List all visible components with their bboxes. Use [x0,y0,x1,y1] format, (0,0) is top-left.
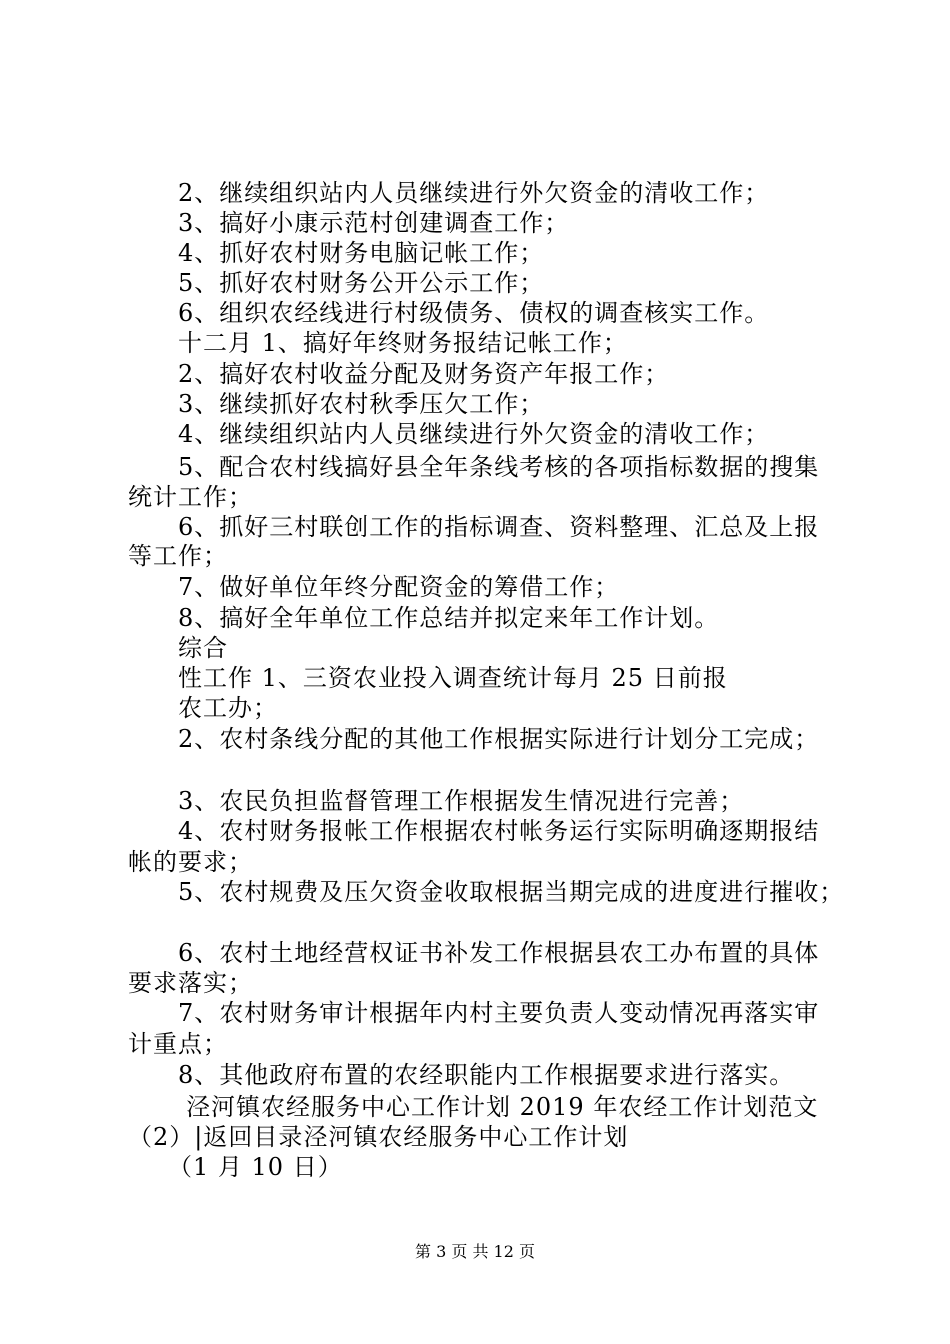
text-line: 5、配合农村线搞好县全年条线考核的各项指标数据的搜集 [178,453,820,481]
text-line: 7、做好单位年终分配资金的筹借工作； [178,573,620,601]
text-line: 3、搞好小康示范村创建调查工作； [178,209,570,237]
text-line: 4、抓好农村财务电脑记帐工作； [178,239,545,267]
text-line: 3、农民负担监督管理工作根据发生情况进行完善； [178,787,745,815]
text-line: 帐的要求； [128,848,253,876]
text-line: 性工作 1、三资农业投入调查统计每月 25 日前报 [178,664,728,692]
text-line: 2、继续组织站内人员继续进行外欠资金的清收工作； [178,179,770,207]
text-line: 十二月 1、搞好年终财务报结记帐工作； [178,329,628,357]
text-line: 统计工作； [128,483,253,511]
text-line: 5、抓好农村财务公开公示工作； [178,269,545,297]
page-number-footer: 第 3 页 共 12 页 [415,1242,535,1261]
text-line: （1 月 10 日） [168,1153,343,1181]
text-line: 农工办； [178,694,278,722]
text-line: 5、农村规费及压欠资金收取根据当期完成的进度进行摧收； [178,878,845,906]
text-line: 8、搞好全年单位工作总结并拟定来年工作计划。 [178,604,720,632]
text-line: 6、组织农经线进行村级债务、债权的调查核实工作。 [178,299,770,327]
text-line: 泾河镇农经服务中心工作计划 2019 年农经工作计划范文 [186,1093,819,1121]
text-line: 4、农村财务报帐工作根据农村帐务运行实际明确逐期报结 [178,817,820,845]
text-line: 6、抓好三村联创工作的指标调查、资料整理、汇总及上报 [178,513,820,541]
text-line: 3、继续抓好农村秋季压欠工作； [178,390,545,418]
text-line: 8、其他政府布置的农经职能内工作根据要求进行落实。 [178,1061,795,1089]
text-line: 4、继续组织站内人员继续进行外欠资金的清收工作； [178,420,770,448]
text-line: 2、搞好农村收益分配及财务资产年报工作； [178,360,670,388]
text-line: 综合 [178,634,228,662]
text-line: 2、农村条线分配的其他工作根据实际进行计划分工完成； [178,725,820,753]
text-line: 6、农村土地经营权证书补发工作根据县农工办布置的具体 [178,939,820,967]
text-line: （2）|返回目录泾河镇农经服务中心工作计划 [128,1123,629,1151]
text-line: 等工作； [128,542,228,570]
text-line: 要求落实； [128,969,253,997]
text-line: 7、农村财务审计根据年内村主要负责人变动情况再落实审 [178,999,820,1027]
text-line: 计重点； [128,1030,228,1058]
